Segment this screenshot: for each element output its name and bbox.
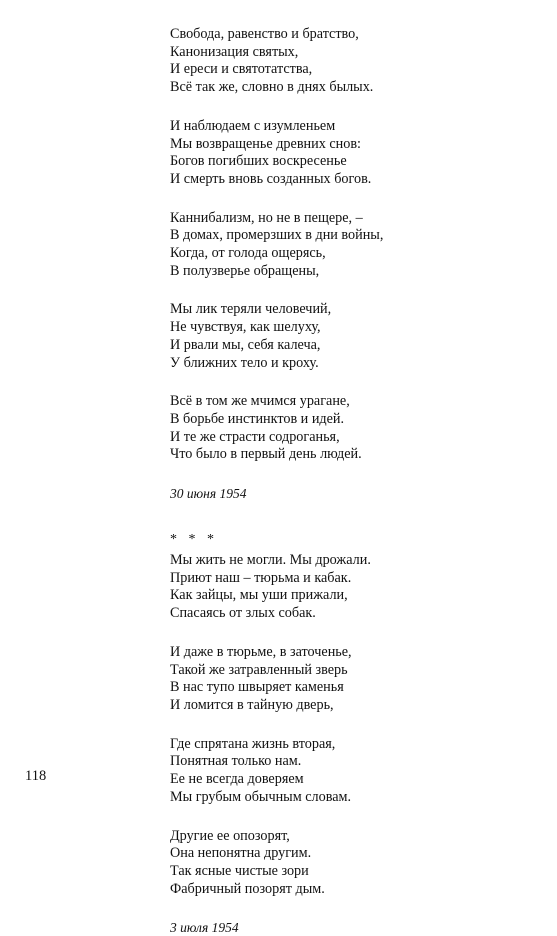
stanza <box>170 26 530 97</box>
verse-line: Другие ее опозорят, <box>170 827 290 844</box>
verse-line: Фабричный позорят дым. <box>170 880 325 897</box>
verse-line: В борьбе инстинктов и идей. <box>170 410 345 427</box>
verse-line: Не чувствуя, как шелуху, <box>170 319 321 336</box>
verse-line: Ее не всегда доверяем <box>170 771 304 788</box>
verse-line: И ломится в тайную дверь, <box>170 696 334 713</box>
poem <box>170 26 530 502</box>
stanza <box>170 552 530 623</box>
verse-line: Когда, от голода ощерясь, <box>170 245 326 262</box>
verse-line: Где спрятана жизнь вторая, <box>170 735 336 752</box>
verse-line: Что было в первый день людей. <box>170 446 362 463</box>
verse-line: У ближних тело и кроху. <box>170 354 319 371</box>
verse-line: И наблюдаем с изумленьем <box>170 117 336 134</box>
verse-line: И рвали мы, себя калеча, <box>170 336 321 353</box>
verse-line: Свобода, равенство и братство, <box>170 26 359 42</box>
verse-line: Понятная только нам. <box>170 753 302 770</box>
verse-line: Мы жить не могли. Мы дрожали. <box>170 552 371 569</box>
verse-line: Как зайцы, мы уши прижали, <box>170 587 348 604</box>
verse-line: В домах, промерзших в дни войны, <box>170 227 384 244</box>
verse-line: Канонизация святых, <box>170 43 299 60</box>
verse-line: Мы грубым обычным словам. <box>170 788 352 805</box>
stanza <box>170 828 530 899</box>
verse-line: Всё так же, словно в днях былых. <box>170 79 374 96</box>
verse-line: Всё в том же мчимся урагане, <box>170 393 350 410</box>
verse-line: Мы лик теряли человечий, <box>170 301 332 318</box>
poem-date: 3 июля 1954 <box>170 920 239 936</box>
stanza <box>170 301 530 372</box>
stanza <box>170 118 530 189</box>
stanza <box>170 210 530 281</box>
verse-line: Так ясные чистые зори <box>170 862 309 879</box>
verse-line: И даже в тюрьме, в заточенье, <box>170 643 352 660</box>
verse-line: И ереси и святотатства, <box>170 61 313 78</box>
stanza <box>170 736 530 807</box>
poem-date: 30 июня 1954 <box>170 486 247 502</box>
stanza <box>170 393 530 464</box>
verse-line: Мы возвращенье древних снов: <box>170 135 361 152</box>
verse-line: Приют наш – тюрьма и кабак. <box>170 569 352 586</box>
verse-line: И те же страсти содроганья, <box>170 428 340 445</box>
verse-line: В полузверье обращены, <box>170 262 320 279</box>
poem <box>170 532 530 936</box>
poem-separator: * * * <box>170 532 218 548</box>
verse-line: Спасаясь от злых собак. <box>170 605 316 622</box>
verse-line: В нас тупо швыряет каменья <box>170 679 344 696</box>
verse-line: Такой же затравленный зверь <box>170 661 348 678</box>
verse-line: Она непонятна другим. <box>170 845 312 862</box>
verse-line: И смерть вновь созданных богов. <box>170 170 372 187</box>
stanza <box>170 644 530 715</box>
page-number: 118 <box>25 768 47 784</box>
verse-line: Каннибализм, но не в пещере, – <box>170 209 363 226</box>
verse-line: Богов погибших воскресенье <box>170 153 347 170</box>
